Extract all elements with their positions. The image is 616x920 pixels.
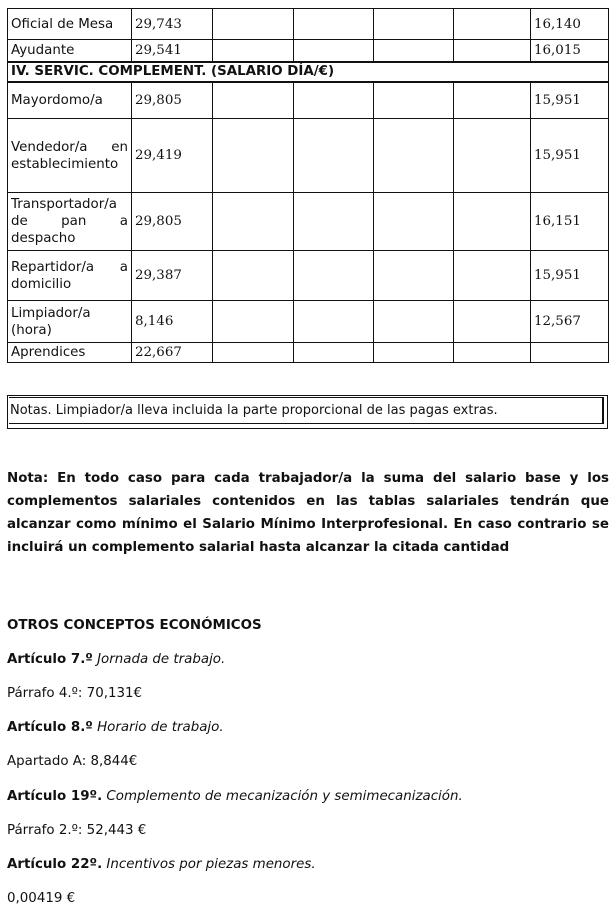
section-header-row	[8, 62, 609, 82]
article-detail: Párrafo 2.º: 52,443 €	[7, 823, 147, 838]
base-salary-cell: 29,743	[132, 9, 213, 40]
article-detail: Apartado A: 8,844€	[7, 754, 138, 769]
table-row	[8, 343, 609, 363]
table-row	[8, 301, 609, 343]
article-19	[7, 789, 463, 804]
last-column-cell: 16,140	[531, 9, 609, 40]
base-salary-cell: 29,541	[132, 40, 213, 62]
row-label: Oficial de Mesa	[8, 9, 132, 40]
row-label: Repartidor/a a domicilio	[8, 251, 132, 301]
article-7	[7, 652, 225, 667]
article-number: Artículo 19º.	[7, 789, 103, 804]
table-row	[8, 119, 609, 193]
table-row	[8, 9, 609, 40]
last-column-cell: 15,951	[531, 119, 609, 193]
article-detail: Párrafo 4.º: 70,131€	[7, 686, 143, 701]
row-label: Limpiador/a (hora)	[8, 301, 132, 343]
article-number: Artículo 8.º	[7, 720, 93, 735]
table-notes: Notas. Limpiador/a lleva incluida la parte proporcional de las pagas extras.	[10, 403, 498, 418]
base-salary-cell: 29,805	[132, 82, 213, 119]
base-salary-cell: 29,387	[132, 251, 213, 301]
last-column-cell: 12,567	[531, 301, 609, 343]
article-8	[7, 720, 224, 735]
table-row	[8, 193, 609, 251]
base-salary-cell: 29,419	[132, 119, 213, 193]
last-column-cell	[531, 343, 609, 363]
article-title: Horario de trabajo.	[97, 720, 224, 735]
article-title: Jornada de trabajo.	[97, 652, 226, 667]
table-row	[8, 251, 609, 301]
article-number: Artículo 22º.	[7, 857, 103, 872]
section-heading: OTROS CONCEPTOS ECONÓMICOS	[7, 618, 262, 633]
table-row	[8, 82, 609, 119]
last-column-cell: 15,951	[531, 251, 609, 301]
article-title: Complemento de mecanización y semimecanización.	[106, 789, 463, 804]
table-row	[8, 40, 609, 62]
base-salary-cell: 8,146	[132, 301, 213, 343]
article-number: Artículo 7.º	[7, 652, 93, 667]
article-detail: 0,00419 €	[7, 891, 76, 906]
table-notes-box	[7, 395, 608, 429]
row-label: Transportador/a de pan a despacho	[8, 193, 132, 251]
base-salary-cell: 22,667	[132, 343, 213, 363]
row-label: Mayordomo/a	[8, 82, 132, 119]
row-label: Aprendices	[8, 343, 132, 363]
last-column-cell: 16,015	[531, 40, 609, 62]
section-title: IV. SERVIC. COMPLEMENT. (SALARIO DÍA/€)	[8, 62, 609, 82]
salary-table	[7, 8, 609, 363]
salary-table-container	[7, 8, 611, 363]
article-title: Incentivos por piezas menores.	[106, 857, 316, 872]
row-label: Vendedor/a en establecimiento	[8, 119, 132, 193]
last-column-cell: 16,151	[531, 193, 609, 251]
nota-paragraph: Nota: En todo caso para cada trabajador/a la suma del salario base y los complementos salariales contenidos en las tablas salariales tendrán que alcanzar como mínimo el Salario Mínimo Interprofesional. En caso contrario se incluirá un complemento salarial hasta alcanzar la citada cantidad	[7, 471, 609, 555]
base-salary-cell: 29,805	[132, 193, 213, 251]
article-22	[7, 857, 316, 872]
row-label: Ayudante	[8, 40, 132, 62]
last-column-cell: 15,951	[531, 82, 609, 119]
